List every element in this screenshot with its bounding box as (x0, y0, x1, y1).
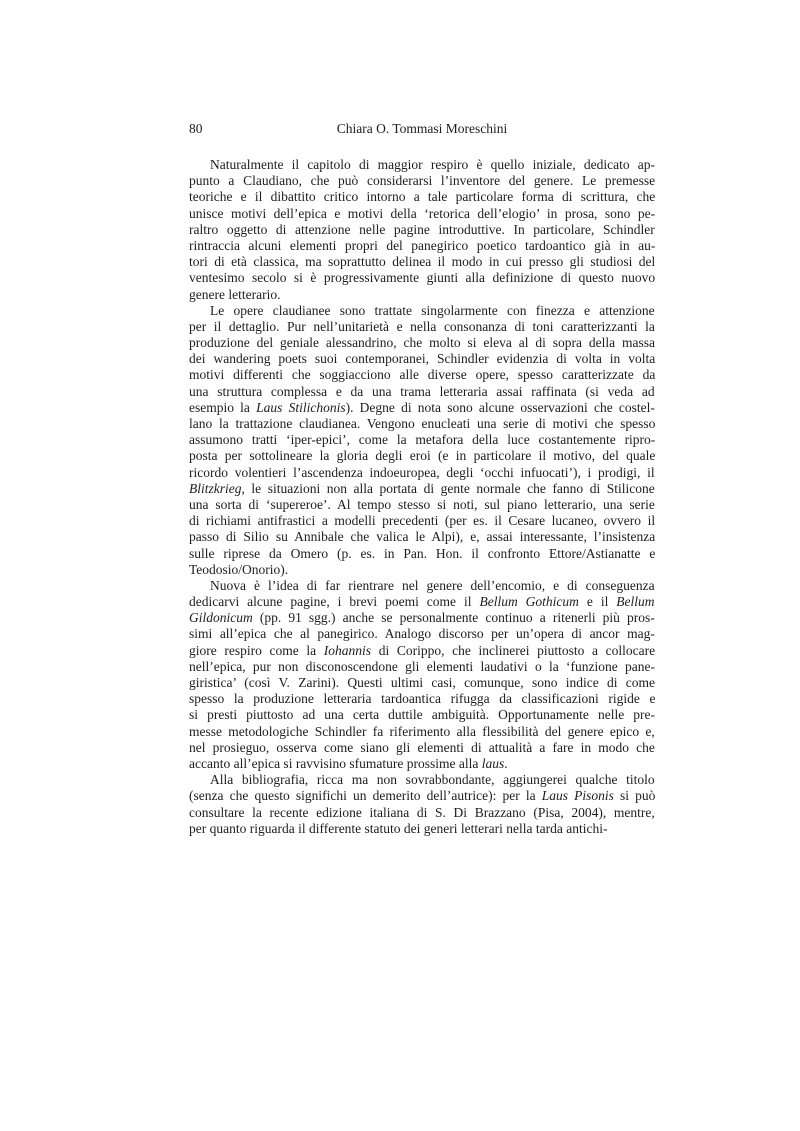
text-line: per quanto riguarda il differente statuto dei generi letterari nella tarda antichi- (189, 820, 608, 836)
paragraph (189, 578, 655, 772)
text-line: per il dettaglio. Pur nell’unitarietà e nella consonanza di toni caratterizzanti la (189, 318, 655, 334)
page-number: 80 (189, 121, 203, 136)
text-line: di richiami antifrastici a modelli precedenti (per es. il Cesare lucaneo, ovvero il (189, 513, 656, 529)
text-line: Nuova è l’idea di far rientrare nel genere dell’encomio, e di conseguenza (210, 577, 655, 593)
text-line: giristica’ (così V. Zarini). Questi ultimi casi, comunque, sono indice di come (189, 675, 656, 690)
text-line: nel prosieguo, osserva come siano gli elementi di attualità a fare in modo che (189, 739, 655, 755)
text-line: rintraccia alcuni elementi propri del panegirico poetico tardoantico già in au- (189, 237, 656, 253)
text-line: sulle riprese da Omero (p. es. in Pan. Hon. il confronto Ettore/Astianatte e (189, 545, 656, 561)
text-line: Le opere claudianee sono trattate singolarmente con finezza e attenzione (210, 302, 655, 318)
text-line: punto a Claudiano, che può considerarsi l’inventore del genere. Le premesse (189, 173, 656, 189)
text-line: dei wandering poets suoi contemporanei, Schindler evidenzia di volta in volta (189, 351, 656, 367)
text-line: una sorta di ‘supereroe’. Al tempo stesso si noti, sul piano letterario, una serie (189, 496, 655, 512)
text-line: genere letterario. (189, 286, 281, 302)
text-line: tori di età classica, ma soprattutto delinea il modo in cui presso gli studiosi del (189, 254, 656, 270)
text-line: dedicarvi alcune pagine, i brevi poemi come il Bellum Gothicum e il Bellum (189, 594, 655, 610)
text-line: simi all’epica che al panegirico. Analogo discorso per un’opera di ancor mag- (189, 626, 655, 642)
text-line: si presti piuttosto ad una certa duttile ambiguità. Opportunamente nelle pre- (189, 707, 656, 723)
running-head: Chiara O. Tommasi Moreschini (336, 121, 508, 136)
text-line: messe metodologiche Schindler fa riferimento alla flessibilità del genere epico e, (189, 723, 655, 739)
text-line: Naturalmente il capitolo di maggior respiro è quello iniziale, dedicato ap- (210, 157, 655, 172)
text-line: ventesimo secolo si è progressivamente giunti alla definizione di questo nuovo (189, 270, 656, 286)
paragraph (189, 772, 655, 837)
text-block (189, 157, 655, 837)
text-line: Teodosio/Onorio). (189, 561, 289, 577)
text-line: Alla bibliografia, ricca ma non sovrabbondante, aggiungerei qualche titolo (210, 772, 655, 788)
text-line: motivi differenti che soggiacciono alle diverse opere, spesso caratterizzate da (189, 367, 656, 383)
text-line: (senza che questo significhi un demerito dell’autrice): per la Laus Pisonis si può (189, 788, 656, 804)
page-header (189, 120, 655, 137)
text-line: nell’epica, pur non disconoscendone gli elementi laudativi o la ‘funzione pane- (189, 658, 655, 674)
text-line: assumono tratti ‘iper-epici’, come la metafora della luce costantemente ripro- (189, 432, 656, 448)
text-line: accanto all’epica si ravvisino sfumature prossime alla laus. (189, 755, 508, 771)
text-line: una struttura complessa e da una trama letteraria assai raffinata (si veda ad (189, 383, 655, 399)
text-line: Gildonicum (pp. 91 sgg.) anche se personalmente continuo a ritenerli più pros- (189, 610, 655, 626)
paragraph (189, 157, 655, 303)
text-line: lano la trattazione claudianea. Vengono enucleati una serie di motivi che spesso (189, 416, 656, 431)
text-line: ricordo volentieri l’ascendenza indoeuropea, degli ‘occhi infuocati’), i prodigi, il (189, 464, 655, 480)
text-line: Blitzkrieg, le situazioni non alla portata di gente normale che fanno di Stilicone (189, 480, 655, 496)
text-line: teoriche e il dibattito critico intorno a tale particolare forma di scrittura, che (189, 189, 656, 205)
text-line: spesso la produzione letteraria tardoantica rifugga da classificazioni rigide e (189, 691, 656, 707)
text-line: giore respiro come la Iohannis di Corippo, che inclinerei piuttosto a collocare (189, 642, 656, 658)
text-line: esempio la Laus Stilichonis). Degne di nota sono alcune osservazioni che costel- (189, 399, 655, 415)
text-line: consultare la recente edizione italiana di S. Di Brazzano (Pisa, 2004), mentre, (189, 804, 655, 820)
text-line: passo di Silio su Annibale che valica le Alpi), e, assai interessante, l’insistenza (189, 529, 656, 545)
text-line: unisce motivi dell’epica e motivi della ‘retorica dell’elogio’ in prosa, sono pe- (189, 205, 656, 221)
text-line: posta per sottolineare la gloria degli eroi (e in particolare il motivo, del quale (189, 448, 656, 464)
text-line: produzione del geniale alessandrino, che molto si eleva al di sopra della massa (189, 335, 655, 351)
paragraph (189, 303, 655, 578)
text-line: raltro oggetto di attenzione nelle pagine introduttive. In particolare, Schindler (189, 221, 655, 237)
